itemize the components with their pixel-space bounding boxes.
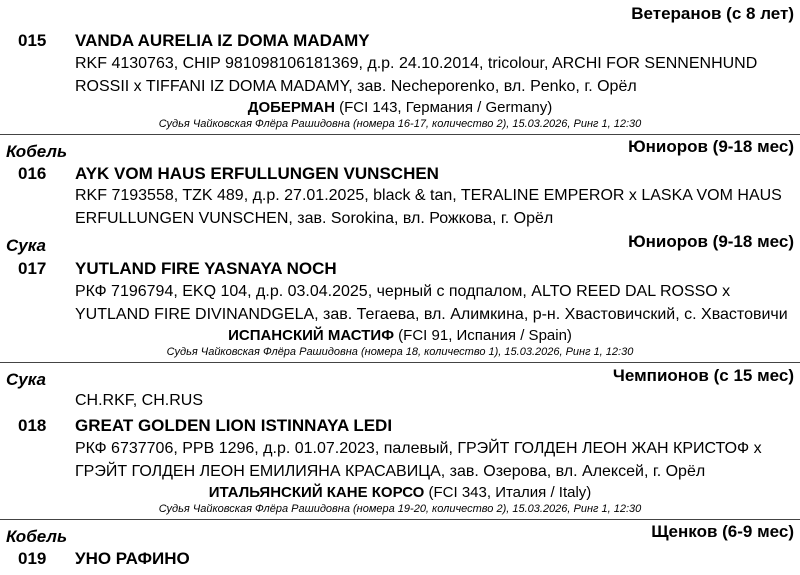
- breed-name: ИТАЛЬЯНСКИЙ КАНЕ КОРСО: [208, 484, 425, 501]
- breed-name: ДОБЕРМАН: [247, 99, 335, 116]
- breed-fci: (FCI 91, Испания / Spain): [394, 327, 572, 344]
- dog-info-line: РКФ 6737706, PPB 1296, д.р. 01.07.2023, палевый, ГРЭЙТ ГОЛДЕН ЛЕОН ЖАН КРИСТОФ x: [75, 440, 762, 457]
- dog-info-line: РКФ 7196794, EKQ 104, д.р. 03.04.2025, черный с подпалом, ALTO REED DAL ROSSO x: [75, 283, 731, 300]
- dog-info-line: ГРЭЙТ ГОЛДЕН ЛЕОН ЕМИЛИЯНА КРАСАВИЦА, зав. Озерова, вл. Алексей, г. Орёл: [75, 463, 706, 480]
- sex-header-female: Сука: [6, 236, 47, 255]
- section-divider: [0, 362, 800, 363]
- breed-fci: (FCI 143, Германия / Germany): [334, 99, 553, 116]
- dog-name: YUTLAND FIRE YASNAYA NOCH: [75, 259, 337, 278]
- section-divider: [0, 134, 800, 135]
- judge-info: Судья Чайковская Флёра Рашидовна (номера 18, количество 1), 15.03.2026, Ринг 1, 12:30: [166, 346, 634, 358]
- class-header-champions: Чемпионов (с 15 мес): [612, 366, 794, 385]
- catalog-number: 016: [18, 164, 47, 183]
- class-header-puppies: Щенков (6-9 мес): [651, 522, 794, 541]
- catalog-number: 018: [18, 416, 47, 435]
- dog-info-line: YUTLAND FIRE DIVINANDGELA, зав. Тегаева, вл. Алимкина, р-н. Хвастовичский, с. Хвастовичи: [75, 306, 788, 323]
- dog-name: VANDA AURELIA IZ DOMA MADAMY: [75, 31, 370, 50]
- judge-info: Судья Чайковская Флёра Рашидовна (номера 16-17, количество 2), 15.03.2026, Ринг 1, 12:30: [158, 118, 642, 130]
- catalog-number: 015: [18, 31, 47, 50]
- dog-name: УНО РАФИНО: [75, 549, 190, 568]
- breed-header-cane-corso: [0, 483, 800, 516]
- sex-header-female: Сука: [6, 370, 47, 389]
- dog-info-line: ERFULLUNGEN VUNSCHEN, зав. Sorokina, вл. Рожкова, г. Орёл: [75, 210, 554, 227]
- sex-header-male: Кобель: [6, 142, 68, 161]
- class-header-juniors: Юниоров (9-18 мес): [628, 232, 794, 251]
- judge-info: Судья Чайковская Флёра Рашидовна (номера 19-20, количество 2), 15.03.2026, Ринг 1, 12:30: [158, 503, 642, 515]
- catalog-number: 019: [18, 549, 47, 568]
- breed-name: ИСПАНСКИЙ МАСТИФ: [228, 327, 395, 344]
- breed-header-doberman: [0, 98, 800, 131]
- dog-name: GREAT GOLDEN LION ISTINNAYA LEDI: [75, 416, 393, 435]
- dog-titles: CH.RKF, CH.RUS: [75, 392, 204, 409]
- section-divider: [0, 519, 800, 520]
- dog-info-line: RKF 7193558, TZK 489, д.р. 27.01.2025, black & tan, TERALINE EMPEROR x LASKA VOM HAUS: [75, 187, 782, 204]
- class-header-veterans: Ветеранов (с 8 лет): [631, 4, 794, 23]
- breed-header-spanish-mastiff: [0, 326, 800, 359]
- dog-info-line: ROSSII x TIFFANI IZ DOMA MADAMY, зав. Necheporenko, вл. Penko, г. Орёл: [75, 78, 637, 95]
- dog-info-line: RKF 4130763, CHIP 981098106181369, д.р. 24.10.2014, tricolour, ARCHI FOR SENNENHUND: [75, 55, 758, 72]
- catalog-number: 017: [18, 259, 47, 278]
- class-header-juniors: Юниоров (9-18 мес): [628, 137, 794, 156]
- breed-fci: (FCI 343, Италия / Italy): [424, 484, 592, 501]
- dog-name: AYK VOM HAUS ERFULLUNGEN VUNSCHEN: [75, 164, 439, 183]
- sex-header-male: Кобель: [6, 527, 68, 546]
